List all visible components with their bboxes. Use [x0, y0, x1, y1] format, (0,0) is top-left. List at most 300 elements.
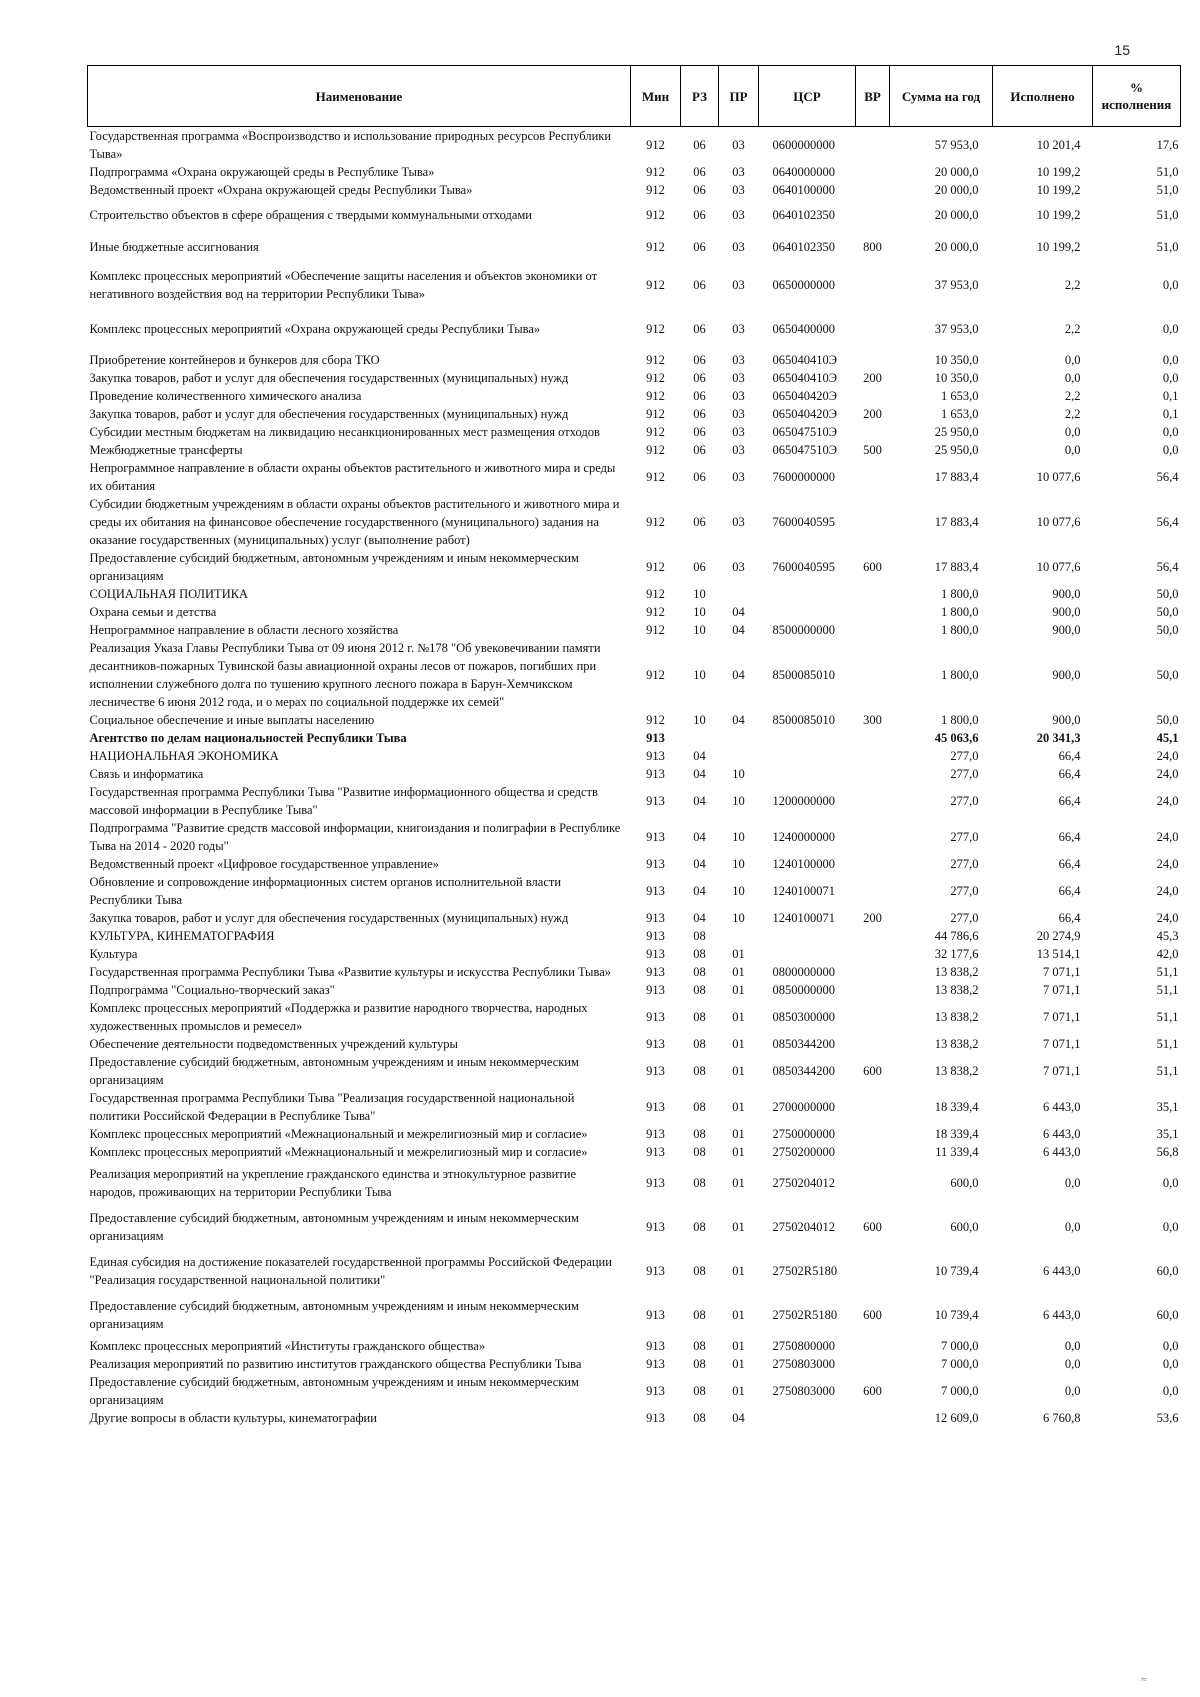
row-csr: 27502R5180: [772, 1264, 838, 1278]
row-rz: 08: [693, 965, 706, 979]
row-rz: 04: [693, 884, 706, 898]
row-name: Непрограммное направление в области охраны объектов растительного и животного мира и среды их обитания: [89, 461, 616, 493]
table-row: [88, 819, 1181, 855]
row-sum: 20 000,0: [934, 208, 979, 222]
row-exec: 0,0: [1064, 425, 1081, 439]
row-pct: 24,0: [1156, 749, 1179, 763]
row-vr: [856, 1337, 890, 1355]
row-vr: [856, 181, 890, 199]
row-pr: 03: [732, 515, 745, 529]
row-sum: 1 800,0: [941, 623, 979, 637]
row-pct: 0,0: [1162, 425, 1179, 439]
row-rz: 06: [693, 240, 706, 254]
table-row: [88, 369, 1181, 387]
row-name: Подпрограмма «Охрана окружающей среды в Республике Тыва»: [89, 165, 435, 179]
row-sum: 1 800,0: [941, 713, 979, 727]
row-min: 912: [646, 443, 665, 457]
row-csr: 8500000000: [772, 623, 835, 637]
row-csr: 1240000000: [772, 830, 835, 844]
row-vr: [856, 1035, 890, 1053]
row-min: 912: [646, 183, 665, 197]
row-pr: [719, 927, 759, 945]
row-min: 913: [646, 929, 665, 943]
row-min: 913: [646, 1145, 665, 1159]
row-vr: [856, 639, 890, 711]
row-pr: 01: [732, 1100, 745, 1114]
row-rz: 06: [693, 371, 706, 385]
row-pct: 35,1: [1156, 1100, 1179, 1114]
row-min: 913: [646, 1010, 665, 1024]
row-vr: [856, 423, 890, 441]
row-pct: 51,1: [1156, 965, 1179, 979]
table-row: [88, 423, 1181, 441]
row-pr: 01: [732, 1037, 745, 1051]
row-name: Подпрограмма "Социально-творческий заказ": [89, 983, 335, 997]
row-exec: 0,0: [1064, 1384, 1081, 1398]
row-name: Агентство по делам национальностей Республики Тыва: [89, 731, 407, 745]
row-sum: 20 000,0: [934, 165, 979, 179]
row-min: 912: [646, 371, 665, 385]
table-row: [88, 855, 1181, 873]
row-name: Предоставление субсидий бюджетным, автономным учреждениям и иным некоммерческим организациям: [89, 1299, 579, 1331]
row-exec: 6 443,0: [1043, 1264, 1081, 1278]
row-vr: 600: [863, 560, 882, 574]
row-exec: 900,0: [1052, 623, 1081, 637]
row-min: 912: [646, 668, 665, 682]
row-exec: 10 199,2: [1036, 240, 1081, 254]
row-csr: [759, 729, 856, 747]
row-sum: 10 739,4: [934, 1308, 979, 1322]
row-pct: 51,0: [1156, 240, 1179, 254]
row-csr: 065040410Э: [772, 371, 838, 385]
row-pr: 03: [732, 371, 745, 385]
row-csr: 0640100000: [772, 183, 835, 197]
row-rz: 06: [693, 208, 706, 222]
row-name: Комплекс процессных мероприятий «Межнациональный и межрелигиозный мир и согласие»: [89, 1145, 588, 1159]
row-rz: 08: [693, 1220, 706, 1234]
table-row: [88, 351, 1181, 369]
row-vr: [856, 351, 890, 369]
row-name: Обновление и сопровождение информационных систем органов исполнительной власти Республики Тыва: [89, 875, 562, 907]
row-pr: 04: [732, 1411, 745, 1425]
row-rz: 08: [693, 1176, 706, 1190]
row-sum: 17 883,4: [934, 560, 979, 574]
row-sum: 277,0: [950, 884, 979, 898]
row-csr: 2750800000: [772, 1339, 835, 1353]
row-csr: 2750000000: [772, 1127, 835, 1141]
row-pr: 01: [732, 965, 745, 979]
row-name: Государственная программа «Воспроизводство и использование природных ресурсов Республики Тыва»: [89, 129, 612, 161]
row-pr: 04: [732, 605, 745, 619]
row-pct: 0,1: [1162, 407, 1179, 421]
row-rz: 08: [693, 1145, 706, 1159]
row-csr: [759, 945, 856, 963]
header-min: Мин: [631, 66, 681, 127]
row-vr: 600: [863, 1064, 882, 1078]
table-row: [88, 231, 1181, 263]
row-csr: 7600040595: [772, 560, 835, 574]
row-vr: 600: [863, 1384, 882, 1398]
row-name: Другие вопросы в области культуры, кинематографии: [89, 1411, 377, 1425]
row-pct: 51,1: [1156, 1064, 1179, 1078]
row-pct: 0,0: [1162, 353, 1179, 367]
row-rz: 04: [693, 830, 706, 844]
row-min: 912: [646, 165, 665, 179]
row-sum: 277,0: [950, 749, 979, 763]
row-csr: 0800000000: [772, 965, 835, 979]
table-row: [88, 199, 1181, 231]
row-vr: [856, 1161, 890, 1205]
row-vr: [856, 747, 890, 765]
row-pct: 50,0: [1156, 587, 1179, 601]
row-name: Ведомственный проект «Охрана окружающей среды Республики Тыва»: [89, 183, 473, 197]
row-pr: 10: [732, 911, 745, 925]
row-rz: 06: [693, 407, 706, 421]
row-pr: 01: [732, 1357, 745, 1371]
row-rz: 06: [693, 353, 706, 367]
row-rz: 08: [693, 1308, 706, 1322]
row-exec: 900,0: [1052, 668, 1081, 682]
row-name: Государственная программа Республики Тыва "Реализация государственной национальной политики Российской Федерации в Республике Тыва": [89, 1091, 575, 1123]
row-vr: [856, 783, 890, 819]
row-name: Обеспечение деятельности подведомственных учреждений культуры: [89, 1037, 458, 1051]
row-pr: 01: [732, 1127, 745, 1141]
row-exec: 0,0: [1064, 1339, 1081, 1353]
header-sum: Сумма на год: [890, 66, 993, 127]
row-rz: 08: [693, 1339, 706, 1353]
row-csr: 0640102350: [772, 240, 835, 254]
row-sum: 13 838,2: [934, 1037, 979, 1051]
row-csr: 0640000000: [772, 165, 835, 179]
row-vr: [856, 459, 890, 495]
row-exec: 900,0: [1052, 587, 1081, 601]
row-min: 912: [646, 515, 665, 529]
table-row: [88, 603, 1181, 621]
header-pct: % исполнения: [1093, 66, 1181, 127]
row-min: 913: [646, 857, 665, 871]
row-vr: [856, 927, 890, 945]
row-pr: 10: [732, 794, 745, 808]
row-sum: 10 350,0: [934, 371, 979, 385]
row-rz: 06: [693, 138, 706, 152]
row-csr: [759, 1409, 856, 1427]
row-sum: 25 950,0: [934, 425, 979, 439]
row-pct: 51,1: [1156, 1037, 1179, 1051]
row-exec: 2,2: [1064, 322, 1081, 336]
row-pct: 42,0: [1156, 947, 1179, 961]
row-exec: 2,2: [1064, 278, 1081, 292]
table-row: [88, 945, 1181, 963]
row-rz: 08: [693, 1010, 706, 1024]
row-exec: 0,0: [1064, 371, 1081, 385]
table-row: [88, 927, 1181, 945]
row-min: 913: [646, 1100, 665, 1114]
row-exec: 66,4: [1058, 884, 1081, 898]
row-min: 913: [646, 1308, 665, 1322]
row-sum: 17 883,4: [934, 515, 979, 529]
row-rz: 08: [693, 1100, 706, 1114]
row-pct: 24,0: [1156, 911, 1179, 925]
row-name: Закупка товаров, работ и услуг для обеспечения государственных (муниципальных) нужд: [89, 407, 569, 421]
row-rz: 06: [693, 515, 706, 529]
table-row: [88, 729, 1181, 747]
row-csr: [759, 603, 856, 621]
row-sum: 13 838,2: [934, 983, 979, 997]
row-sum: 600,0: [950, 1220, 979, 1234]
row-min: 912: [646, 407, 665, 421]
row-name: Предоставление субсидий бюджетным, автономным учреждениям и иным некоммерческим организациям: [89, 551, 579, 583]
row-min: 913: [646, 1384, 665, 1398]
table-row: [88, 181, 1181, 199]
row-pct: 0,0: [1162, 322, 1179, 336]
row-csr: 0850344200: [772, 1037, 835, 1051]
row-name: Реализация Указа Главы Республики Тыва от 09 июня 2012 г. №178 "Об увековечивании памяти десантников-пожарных Тувинской базы авиационной охраны лесов от пожаров, погибших при исполнении служебного долга по тушению крупного лесного пожара в Барун-Хемчикском лесничестве 6 июня 2012 года, и о мерах по социальной поддержке их семей": [89, 641, 601, 709]
row-rz: 06: [693, 165, 706, 179]
row-name: Приобретение контейнеров и бункеров для сбора ТКО: [89, 353, 380, 367]
row-sum: 44 786,6: [934, 929, 979, 943]
row-pct: 0,0: [1162, 1220, 1179, 1234]
row-exec: 6 443,0: [1043, 1100, 1081, 1114]
row-csr: 065040410Э: [772, 353, 838, 367]
row-pr: 03: [732, 470, 745, 484]
table-row: [88, 1143, 1181, 1161]
row-exec: 2,2: [1064, 389, 1081, 403]
row-sum: 17 883,4: [934, 470, 979, 484]
row-csr: 2750204012: [772, 1176, 835, 1190]
row-name: Комплекс процессных мероприятий «Межнациональный и межрелигиозный мир и согласие»: [89, 1127, 588, 1141]
row-csr: 2700000000: [772, 1100, 835, 1114]
table-row: [88, 981, 1181, 999]
row-csr: [759, 927, 856, 945]
table-row: [88, 163, 1181, 181]
budget-table: [87, 65, 1181, 1427]
row-pct: 56,8: [1156, 1145, 1179, 1159]
row-name: Социальное обеспечение и иные выплаты населению: [89, 713, 375, 727]
row-exec: 10 201,4: [1036, 138, 1081, 152]
row-rz: 08: [693, 929, 706, 943]
row-exec: 2,2: [1064, 407, 1081, 421]
row-pct: 50,0: [1156, 713, 1179, 727]
table-row: [88, 1053, 1181, 1089]
row-pct: 24,0: [1156, 830, 1179, 844]
row-vr: 600: [863, 1220, 882, 1234]
table-row: [88, 549, 1181, 585]
row-min: 913: [646, 830, 665, 844]
row-pct: 0,0: [1162, 1176, 1179, 1190]
row-name: Связь и информатика: [89, 767, 204, 781]
row-name: Государственная программа Республики Тыва «Развитие культуры и искусства Республики Тыва»: [89, 965, 611, 979]
row-name: Закупка товаров, работ и услуг для обеспечения государственных (муниципальных) нужд: [89, 371, 569, 385]
row-name: Иные бюджетные ассигнования: [89, 240, 259, 254]
row-min: 913: [646, 884, 665, 898]
row-vr: [856, 495, 890, 549]
row-exec: 6 443,0: [1043, 1127, 1081, 1141]
row-vr: [856, 1125, 890, 1143]
table-row: [88, 387, 1181, 405]
row-csr: 2750204012: [772, 1220, 835, 1234]
row-csr: 2750200000: [772, 1145, 835, 1159]
row-min: 913: [646, 1339, 665, 1353]
table-row: [88, 1373, 1181, 1409]
row-exec: 66,4: [1058, 794, 1081, 808]
table-row: [88, 783, 1181, 819]
row-vr: [856, 1249, 890, 1293]
row-pct: 45,3: [1156, 929, 1179, 943]
row-name: СОЦИАЛЬНАЯ ПОЛИТИКА: [89, 587, 249, 601]
table-row: [88, 747, 1181, 765]
row-rz: 06: [693, 560, 706, 574]
table-row: [88, 621, 1181, 639]
row-vr: [856, 855, 890, 873]
row-min: 912: [646, 605, 665, 619]
table-body: [88, 127, 1181, 1428]
row-csr: 1200000000: [772, 794, 835, 808]
table-row: [88, 1161, 1181, 1205]
row-vr: [856, 307, 890, 351]
row-exec: 0,0: [1064, 1220, 1081, 1234]
row-csr: 27502R5180: [772, 1308, 838, 1322]
row-pct: 53,6: [1156, 1411, 1179, 1425]
row-exec: 0,0: [1064, 443, 1081, 457]
row-exec: 66,4: [1058, 911, 1081, 925]
row-min: 912: [646, 587, 665, 601]
row-csr: 0640102350: [772, 208, 835, 222]
row-csr: [759, 747, 856, 765]
table-row: [88, 459, 1181, 495]
row-pr: 03: [732, 425, 745, 439]
row-sum: 1 800,0: [941, 605, 979, 619]
row-csr: 1240100071: [772, 884, 835, 898]
row-csr: 8500085010: [772, 668, 835, 682]
row-vr: 500: [863, 443, 882, 457]
row-name: Строительство объектов в сфере обращения с твердыми коммунальными отходами: [89, 208, 532, 222]
row-min: 912: [646, 425, 665, 439]
row-pr: 03: [732, 240, 745, 254]
row-name: Ведомственный проект «Цифровое государственное управление»: [89, 857, 439, 871]
row-sum: 7 000,0: [941, 1384, 979, 1398]
row-exec: 10 199,2: [1036, 208, 1081, 222]
row-rz: 06: [693, 322, 706, 336]
row-csr: 0850000000: [772, 983, 835, 997]
row-sum: 20 000,0: [934, 240, 979, 254]
row-exec: 20 274,9: [1036, 929, 1081, 943]
row-pr: 10: [732, 857, 745, 871]
row-pr: [719, 747, 759, 765]
row-min: 913: [646, 1411, 665, 1425]
row-pr: 01: [732, 983, 745, 997]
row-rz: [681, 729, 719, 747]
row-sum: 12 609,0: [934, 1411, 979, 1425]
row-name: Комплекс процессных мероприятий «Охрана окружающей среды Республики Тыва»: [89, 322, 541, 336]
row-pr: 03: [732, 353, 745, 367]
row-vr: [856, 945, 890, 963]
row-pct: 0,0: [1162, 278, 1179, 292]
table-row: [88, 1125, 1181, 1143]
row-min: 912: [646, 623, 665, 637]
table-row: [88, 1409, 1181, 1427]
row-csr: 8500085010: [772, 713, 835, 727]
row-vr: [856, 819, 890, 855]
row-name: КУЛЬТУРА, КИНЕМАТОГРАФИЯ: [89, 929, 275, 943]
margin-mark: ≈: [1140, 1675, 1148, 1685]
table-row: [88, 1035, 1181, 1053]
row-sum: 277,0: [950, 911, 979, 925]
row-name: Охрана семьи и детства: [89, 605, 217, 619]
row-name: Непрограммное направление в области лесного хозяйства: [89, 623, 399, 637]
row-name: Комплекс процессных мероприятий «Обеспечение защиты населения и объектов экономики от негативного воздействия вод на территории Республики Тыва»: [89, 269, 598, 301]
row-sum: 13 838,2: [934, 1010, 979, 1024]
row-rz: 08: [693, 1037, 706, 1051]
row-rz: 08: [693, 1127, 706, 1141]
table-row: [88, 263, 1181, 307]
row-pr: [719, 729, 759, 747]
table-row: [88, 1355, 1181, 1373]
row-min: 913: [646, 1037, 665, 1051]
row-sum: 1 653,0: [941, 407, 979, 421]
row-sum: 277,0: [950, 857, 979, 871]
row-sum: 57 953,0: [934, 138, 979, 152]
row-sum: 277,0: [950, 767, 979, 781]
header-vr: ВР: [856, 66, 890, 127]
row-pr: 03: [732, 389, 745, 403]
row-pr: 01: [732, 1176, 745, 1190]
row-vr: [856, 1089, 890, 1125]
row-sum: 13 838,2: [934, 1064, 979, 1078]
row-rz: 08: [693, 1357, 706, 1371]
row-name: Реализация мероприятий на укрепление гражданского единства и этнокультурное развитие народов, проживающих на территории Республики Тыва: [89, 1167, 576, 1199]
row-rz: 10: [693, 713, 706, 727]
header-exec: Исполнено: [993, 66, 1093, 127]
table-row: [88, 127, 1181, 164]
row-rz: 06: [693, 183, 706, 197]
row-exec: 10 077,6: [1036, 515, 1081, 529]
row-min: 913: [646, 1127, 665, 1141]
row-sum: 37 953,0: [934, 322, 979, 336]
row-exec: 6 443,0: [1043, 1145, 1081, 1159]
row-csr: 2750803000: [772, 1357, 835, 1371]
row-min: 913: [646, 1064, 665, 1078]
row-sum: 11 339,4: [935, 1145, 979, 1159]
row-min: 913: [646, 767, 665, 781]
row-pr: [719, 585, 759, 603]
row-pct: 51,1: [1156, 983, 1179, 997]
row-rz: 08: [693, 1411, 706, 1425]
row-min: 913: [646, 731, 665, 745]
row-csr: 0650000000: [772, 278, 835, 292]
row-csr: 0850344200: [772, 1064, 835, 1078]
header-csr: ЦСР: [759, 66, 856, 127]
row-pr: 03: [732, 560, 745, 574]
row-exec: 6 760,8: [1043, 1411, 1081, 1425]
row-rz: 08: [693, 983, 706, 997]
row-min: 912: [646, 208, 665, 222]
row-pct: 0,1: [1162, 389, 1179, 403]
row-pr: 01: [732, 1220, 745, 1234]
table-row: [88, 495, 1181, 549]
row-pr: 04: [732, 713, 745, 727]
row-vr: [856, 127, 890, 164]
row-pct: 56,4: [1156, 515, 1179, 529]
row-pct: 50,0: [1156, 668, 1179, 682]
row-rz: 06: [693, 425, 706, 439]
row-pct: 51,0: [1156, 183, 1179, 197]
row-min: 913: [646, 947, 665, 961]
row-vr: [856, 621, 890, 639]
table-row: [88, 873, 1181, 909]
row-rz: 04: [693, 857, 706, 871]
table-row: [88, 909, 1181, 927]
row-csr: 065047510Э: [772, 425, 838, 439]
